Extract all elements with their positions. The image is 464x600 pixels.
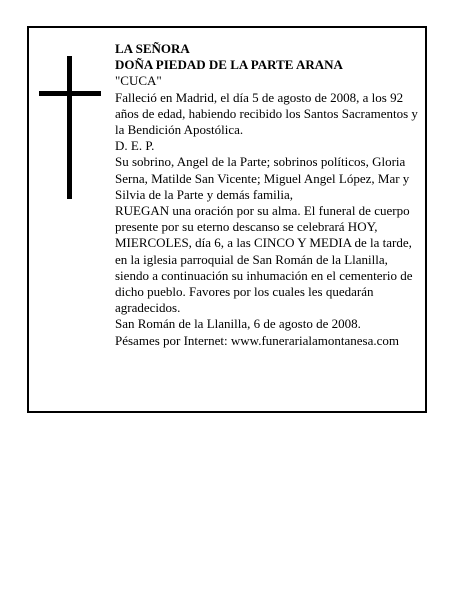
obituary-notice [27, 26, 427, 413]
notice-death-paragraph: Falleció en Madrid, el día 5 de agosto de 2008, a los 92 años de edad, habiendo recibido los Santos Sacramentos y la Bendición Apostólica. [115, 89, 418, 138]
notice-funeral-paragraph: RUEGAN una oración por su alma. El funeral de cuerpo presente por su eterno descanso se celebrará HOY, MIERCOLES, día 6, a las CINCO Y MEDIA de la tarde, en la iglesia parroquial de San Román de la Llanilla, siendo a continuación su inhumación en el cementerio de dicho pueblo. Favores por los cuales les quedarán agradecidos. [115, 203, 413, 316]
cross-icon [39, 56, 101, 199]
notice-text [115, 41, 421, 349]
notice-nickname: "CUCA" [115, 73, 162, 89]
notice-place-date: San Román de la Llanilla, 6 de agosto de 2008. [115, 316, 361, 332]
notice-family-paragraph: Su sobrino, Angel de la Parte; sobrinos políticos, Gloria Serna, Matilde San Vicente; Miguel Angel López, Mar y Silvia de la Parte y demás familia, [115, 154, 410, 202]
notice-title-line1: LA SEÑORA [115, 41, 190, 56]
notice-rip: D. E. P. [115, 138, 155, 154]
notice-title-line2: DOÑA PIEDAD DE LA PARTE ARANA [115, 57, 343, 73]
notice-condolences: Pésames por Internet: www.funerarialamontanesa.com [115, 332, 399, 348]
